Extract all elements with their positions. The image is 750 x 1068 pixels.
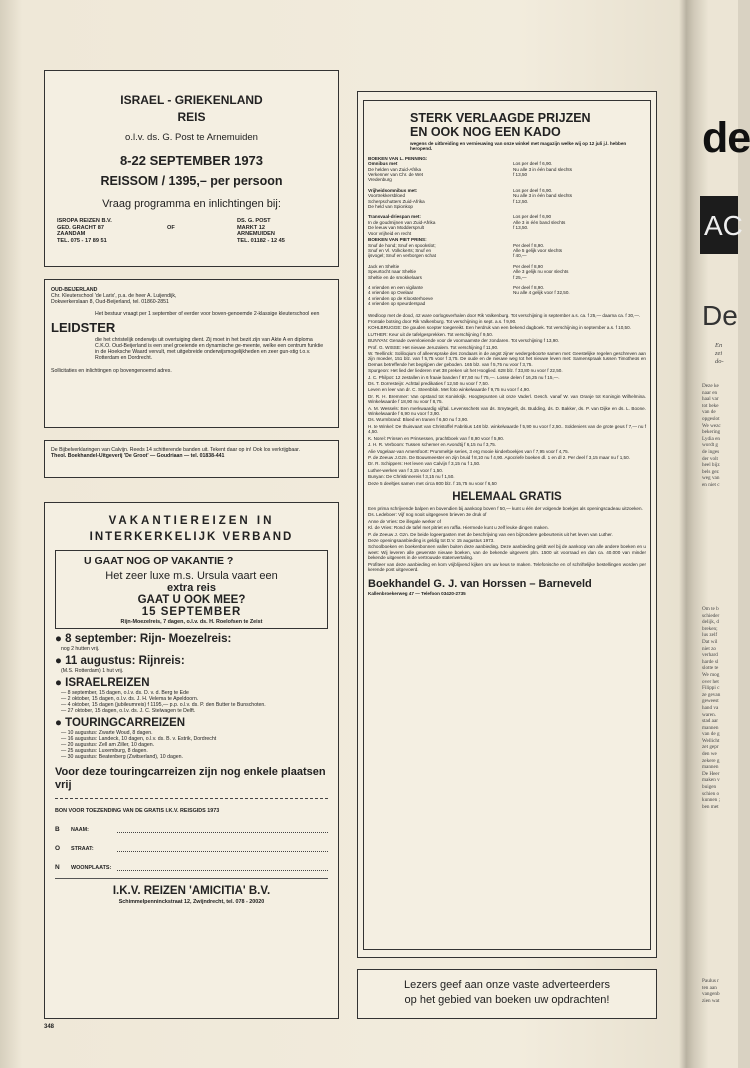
boeken-title-1: STERK VERLAAGDE PRIJZEN	[410, 111, 591, 125]
page-number: 348	[44, 1024, 55, 1030]
offer-line: Snuf de hond; Snuf en spookslot;	[368, 242, 436, 248]
body-line: niet zo	[702, 645, 716, 652]
body-line: heel bijz	[702, 462, 720, 469]
body-line: Dat wil	[702, 638, 718, 645]
offer-price: Nu alle 3 in één band slechts	[513, 166, 572, 172]
next-page-dark-box	[700, 196, 743, 254]
cut-line	[55, 798, 328, 799]
offer-price: f 13,50	[513, 172, 528, 178]
addr-line: TEL. 01182 - 12 45	[237, 237, 285, 244]
vakantie-title-2: INTERKERKELIJK VERBAND	[89, 531, 294, 543]
body-line: Wellicht	[702, 737, 720, 744]
coupon-letter: N	[55, 864, 60, 871]
israel-greece-ad	[44, 70, 339, 267]
offer-block	[368, 214, 646, 236]
offer-price: f 25,—	[513, 274, 527, 280]
next-page-headline: de	[702, 114, 750, 162]
body-line: hand va	[702, 704, 719, 711]
coupon-title: BON VOOR TOEZENDING VAN DE GRATIS I.K.V. REISGIDS 1973	[55, 808, 220, 814]
book-entry: P. de Zeeuw J.Gzn. De Bouwmeester en zijn bruid f 8,10 nu f 4,90. Apocriefe boeken dl. 1 en dl 2. Per deel f 3,15 maar nu f 1,50.	[368, 454, 630, 460]
body-line: stad aar	[702, 718, 718, 725]
body-line: naar en	[702, 389, 718, 396]
gratis-entry: Anne de Vries: De illegale werker of	[368, 518, 441, 524]
trip-item	[55, 633, 328, 652]
offer-head: BOEKEN VAN PIET PRINS:	[368, 237, 427, 243]
offer-title: Transvaal-driespan met:	[368, 214, 421, 220]
gratis-entry: Schoolboeken en boekenbonnen vallen buiten deze aanbieding. Deze aanbieding geldt wel bij de aankoop van alle andere boeken en u weet: Wij leveren alle gewenste nieuwe boeken, van de bekende uitgevers plm. 1500 uit voorraad en dan ca. 40.000 van minder bekende uitgevers in de vertrouwde statenvertaling.	[368, 544, 646, 561]
offer-line: De helden van Zuid-Afrika	[368, 166, 422, 172]
boekhandel-ad	[357, 91, 657, 958]
book-entry: J. C. Philpot: 12 zestallen in 6 fraaie banden f 87,50 nu f 75,—. Losse delen f 16,25 nu f 15,—.	[368, 374, 560, 380]
trip-item	[55, 677, 328, 714]
book-entry: Ds. T. Dorresteijn: Achttal predikaties f 12,50 nu voor f 7,50.	[368, 381, 489, 387]
trip-detail: — 10 augustus: Zwarte Woud, 8 dagen.	[61, 730, 153, 736]
body-line: van de	[702, 409, 716, 416]
body-line: bekering	[702, 429, 721, 436]
offers-list	[368, 156, 646, 307]
book-entry: Wedloop met de dood, 42 ware oorlogsverhalen door Rik Valkenburg. Tot verschijning in september a.s. ca. f 25,— daarna ca. f 30,—.	[368, 312, 641, 318]
gratis-entry: P. de Zeeuw J. Gzn. De beide logeergasten met de beschrijving van een bijzondere gebeurtenis uit het leven van Luther.	[368, 531, 613, 537]
trip-detail: — 16 augustus: Landeck, 10 dagen, o.l.v. ds. B. v. Estrik, Dordrecht	[61, 736, 217, 742]
offer-price: Per deel f 8,90.	[513, 284, 545, 290]
coupon-form	[55, 826, 328, 871]
bullet-icon: ●	[55, 717, 62, 729]
offer-price: f 12,50.	[513, 198, 529, 204]
body-line: Paulus r	[702, 978, 719, 984]
body-line: ze gevan	[702, 691, 721, 698]
trip-detail: — 25 augustus: Luxemburg, 8 dagen.	[61, 748, 148, 754]
offer-block	[368, 285, 646, 307]
book-entry: Deze 5 deeltjes samen met circa 800 blz. f 15,75 nu voor f 6,50	[368, 480, 497, 486]
israel-price: REISSOM / 1395,– per persoon	[100, 174, 283, 188]
bijbel-text: De Bijbelverklaringen van Calvijn. Reeds 14 schitterende banden uit. Tekent daar op in! Ook los verkrijgbaar.	[51, 447, 301, 453]
or-label: OF	[167, 225, 175, 231]
offer-price: Los per deel f 6,90.	[513, 187, 553, 193]
gratis-entry: Een prima schrijvende balpen en bovendien bij aankoop boven f 50,— kunt u één der volgende boekjes als openingscadeau uitzoeken.	[368, 505, 643, 511]
trip-detail: nog 2 hutten vrij.	[61, 646, 100, 652]
book-entry: Frontale botsing door Rik Valkenburg. Tot verschijning in sept. a.s. f 9,90.	[368, 318, 517, 324]
book-entry: W. Teellinck: Soliloqium of alleensprake des zondaars in de angst zijner wedergeboorte samen met: Geestelijke regelen geschreven aan zijn moeder, 151 blz. van f 5,75 voor f 3,75. De oude en de nieuwe weg tot het nieuwe leven met: Samenspraak tussen Timotheüs en Demas betreffende het begrijpen der geboden. 165 blz. van f 5,75 nu voor f 3,75.	[368, 351, 646, 367]
vakantie-full: Voor deze touringcarreizen zijn nog enkele plaatsen vrij	[55, 766, 326, 791]
offer-price: f 40,—	[513, 253, 527, 259]
offer-line: Vredenburg	[368, 177, 392, 183]
offer-line: Sheltie en de smokkelaars	[368, 274, 422, 280]
body-line: vangenb	[702, 991, 720, 998]
leidster-intro: Het bestuur vraagt per 1 september of eerder voor boven-genoemde 2-klassige kleuterschool een	[95, 311, 320, 317]
addr-line: DS. G. POST	[237, 218, 271, 224]
body-line: zekere g	[702, 757, 720, 764]
offer-block	[368, 264, 646, 280]
addr-line: TEL. 075 - 17 89 51	[57, 237, 107, 244]
trip-detail: — 4 oktober, 15 dagen (jubileumreis) f 1195,— p.p. o.l.v. ds. P. den Butter te Bunschoten.	[61, 702, 266, 708]
intro-line: do-	[715, 358, 724, 365]
vakantie-title-1: VAKANTIEREIZEN IN	[108, 515, 275, 527]
body-line: harde sl	[702, 658, 719, 665]
offer-price: Alle 3 in één band slechts	[513, 219, 566, 225]
boekhandel-inner	[363, 100, 651, 950]
book-entry: Luther-werken van f 3,15 voor f 1,50.	[368, 467, 444, 473]
offer-line: 4 vrienden op Ovelaar	[368, 290, 414, 296]
next-page-col-1	[702, 383, 738, 489]
body-line: lus zelf	[702, 632, 718, 639]
gratis-entry: Kl. de Vries: Rond de tafel met pitriet en raffia. Hiermede kunt u zelf leuke dingen maken.	[368, 525, 549, 531]
body-line: over het	[702, 678, 719, 685]
offer-line: Verkenner van Chr. de Wet	[368, 172, 424, 178]
offer-line: 4 vrienden en een vigilante	[368, 284, 423, 290]
trip-detail: — 30 augustus: Beatenberg (Zwitserland), 10 dagen.	[61, 754, 183, 760]
book-entry: KOHLBRUGGE: De gouden scepter toegereikt. Een herdruk van een bekend dagboek. Tot verschijning in september a.s. f 10,50.	[368, 325, 631, 331]
body-line: maken v	[702, 777, 720, 784]
coupon-label: WOONPLAATS:	[71, 865, 112, 871]
body-line: geweest	[702, 698, 719, 705]
offer-price: Alle 5 gelijk voor slechts	[513, 247, 563, 253]
book-entry: Alie Vogelaar-van Amersfoort: Prummeltje series, 3 erg mooie kinderboekjes van f 7,95 voor f 4,75.	[368, 448, 569, 454]
leidster-footer: Sollicitaties en inlichtingen op bovengenoemd adres.	[51, 368, 172, 374]
body-line: kunnen ;	[702, 797, 721, 804]
offer-price: Nu alle 3 in één band slechts	[513, 193, 572, 199]
offer-price: Nu alle 4 gelijk voor f 32,50.	[513, 290, 570, 296]
offer-price: Los per deel f 6,90	[513, 214, 552, 220]
trip-item	[55, 655, 328, 674]
body-line: slotte te	[702, 665, 719, 672]
body-line: en niet c	[702, 481, 720, 488]
offer-line: ijsvogel; Snuf en verborgen schat	[368, 253, 436, 259]
trip-item	[55, 717, 328, 760]
isropa-address	[57, 218, 167, 244]
offer-line: 4 vrienden op de Kloosterhoeve	[368, 295, 433, 301]
book-entry: Bunyan: De Christinnereis f 3,15 nu f 1,50.	[368, 474, 455, 480]
bijbel-ad	[44, 440, 339, 478]
book-descriptions	[368, 313, 646, 486]
coupon-row-name	[55, 826, 328, 833]
addr-line: GED. GRACHT 87	[57, 224, 104, 231]
body-line: weg van	[702, 475, 720, 482]
offer-price: Per deel f 8,90.	[513, 242, 545, 248]
bullet-icon: ●	[55, 655, 62, 667]
offer-line: De held van Spionkop	[368, 204, 413, 210]
body-line: mannen	[702, 764, 719, 771]
body-line: schieder	[702, 612, 720, 619]
amicitia-company: I.K.V. REIZEN 'AMICITIA' B.V.	[112, 885, 271, 897]
coupon-label: NAAM:	[71, 827, 89, 833]
addr-line: ISROPA REIZEN B.V.	[57, 218, 112, 224]
offer-line: Speurtocht naar Sheltie	[368, 269, 417, 275]
addr-line: MARKT 12	[237, 224, 265, 231]
gratis-entry: Profiteer van deze aanbieding en kom vrijblijvend kijken om uw keus te maken. Telefonische en of schriftelijke bestellingen worden per kerende post uitgevoerd.	[368, 561, 646, 572]
body-line: opgeslot	[702, 415, 720, 422]
street-field[interactable]	[117, 846, 328, 852]
leidster-body: die het christelijk onderwijs uit overtuiging dient. Zij moet in het bezit zijn van Akte A en diploma C.K.O. Oud-Beijerland is een snel groeiende en dynamische ge-meente, welke een centrum funktie in de Hoeksche Waard vervult, met uitgebreide onderwijsmogelijkheden en zeer gun-stig t.o.v. Rotterdam en Dordrecht.	[95, 337, 324, 361]
leidster-address: Dokwerkerslaan 8, Oud-Beijerland, tel. 01860-2851	[51, 299, 169, 305]
book-entry: BUNYAN: Genade overvloeiende voor de voornaamste der zondaren. Tot verschijning f 13,90.	[368, 338, 560, 344]
body-line: zet gepr	[702, 744, 719, 751]
amicitia-address: Schimmelpenninckstraat 12, Zwijndrecht, tel. 078 - 20020	[118, 899, 265, 905]
boeken-subtitle: wegens de uitbreiding en vernieuwing van onze winkel met magazijn welke wij op 12 juli j.l. hebben heropend.	[410, 141, 627, 152]
offer-line: Jack en Sheltie	[368, 263, 400, 269]
body-line: den we	[702, 751, 717, 758]
offer-title: Vrijheidsomnibus met:	[368, 187, 418, 193]
shop-name: Boekhandel G. J. van Horssen – Barneveld	[368, 578, 592, 591]
body-line: delijk, d	[702, 619, 720, 626]
boeken-title-2: EN OOK NOG EEN KADO	[410, 125, 561, 139]
book-entry: J. H. R. Verboom: Tussen schemer en Avondtij f 6,15 nu f 3,75.	[368, 442, 497, 448]
trip-head: 8 september: Rijn- Moezelreis:	[65, 633, 232, 645]
ursula-line-2: extra reis	[167, 582, 216, 594]
body-line: waren.	[702, 711, 716, 718]
offer-line: Voortrekkersbloed	[368, 193, 406, 199]
ursula-line-1: Het zeer luxe m.s. Ursula vaart een	[105, 570, 278, 582]
coupon-label: STRAAT:	[71, 846, 94, 852]
body-line: haal var	[702, 396, 719, 403]
trip-list	[55, 633, 328, 760]
bijbel-publisher: Theol. Boekhandel-Uitgeverij 'De Groot' — Goudriaan — tel. 01838-441	[51, 453, 225, 459]
offer-price: f 13,50.	[513, 225, 529, 231]
israel-request: Vraag programma en inlichtingen bij:	[102, 198, 281, 210]
bullet-icon: ●	[55, 677, 62, 689]
offer-line: Snuf en Vl. Volkckerts; Snuf en	[368, 247, 432, 253]
trip-head: ISRAELREIZEN	[65, 677, 150, 689]
shop-address: Kallenbroekerweg 47 — Telefoon 03420-2735	[368, 591, 466, 597]
offer-block	[368, 237, 646, 259]
book-entry: Prof. G. WISSE: Het nieuwe Jeruzalem. Tot verschijning f 11,90.	[368, 344, 499, 350]
ursula-line-3: GAAT U OOK MEE?	[137, 594, 246, 606]
body-line: De Heer	[702, 770, 720, 777]
trip-detail: — 27 oktober, 15 dagen, o.l.v. ds. J. C. Stelwagen te Delft.	[61, 708, 196, 714]
body-line: tot beke	[702, 402, 719, 409]
coupon-letter: O	[55, 845, 61, 852]
body-line: Om te b	[702, 606, 719, 612]
trip-head: 11 augustus: Rijnreis:	[65, 655, 185, 667]
gratis-entry: Deze openingsaanbieding is geldig tot D.V. 15 augustus 1973.	[368, 537, 495, 543]
body-line: Filippi c	[702, 685, 720, 692]
next-page-col-2	[702, 606, 738, 810]
offer-line: Voor vrijheid en recht	[368, 230, 412, 236]
offer-price: Alle 3 gelijk nu voor slechts	[513, 269, 569, 275]
body-line: Deze ke	[702, 383, 719, 389]
book-entry: Leven en leer van dr. C. Steenblok. Met foto winkelwaarde f 9,75 nu voor f 4,90.	[368, 387, 531, 393]
addr-line: ARNEMUIDEN	[237, 231, 275, 238]
body-line: mannen	[702, 724, 719, 731]
offer-line: 4 vrienden op speurderspad	[368, 301, 426, 307]
ursula-line-4: 15 SEPTEMBER	[141, 606, 242, 618]
gratis-body	[368, 506, 646, 572]
leidster-school: Chr. Kleuterschool 'de Larix', p.a. de heer A. Luijendijk,	[51, 293, 177, 299]
book-entry: Spurgeon: Het lied der liederen met 38 preken uit het Hooglied. 628 blz. f 33,80 nu voor f 22,50.	[368, 368, 563, 374]
body-line: We mog	[702, 671, 720, 678]
israel-subtitle: REIS	[177, 110, 206, 124]
body-line: de inges	[702, 448, 720, 455]
body-line: van de g	[702, 731, 720, 738]
lezers-line-1: Lezers geef aan onze vaste adverteerders	[403, 979, 611, 991]
intro-line: zei	[715, 350, 723, 357]
body-line: breken;	[702, 625, 718, 632]
offer-price: Los per deel f 6,90.	[513, 161, 553, 167]
offer-line: In de goudmijnen van Zuid-Afrika	[368, 219, 436, 225]
coupon-row-city	[55, 864, 328, 871]
book-entry: LUTHER: Keur uit de tafelgesprekken. Tot verschijning f 9,50.	[368, 331, 494, 337]
ursula-box	[55, 550, 328, 629]
body-line: ten aan	[702, 984, 717, 991]
lezers-line-2: op het gebied van boeken uw opdrachten!	[404, 994, 610, 1006]
book-entry: H. te Winkel: De thuisvaart van Christoffel Fabritius 148 blz. winkelwaarde f 5,90 nu voor f 2,50.. Soldeniers van de grote geus f 7,— nu f 4,50.	[368, 423, 646, 435]
leidster-region: OUD-BEIJERLAND	[51, 287, 98, 293]
book-entry: Dr. R. H. Bremmer: Van opstand tot Koninkrijk. Hoogtepunten uit onze Vaderl. Gesch. vanaf W. van Oranje tot Koningin Wilhelmina. Winkelwaarde f 18,90 nu voor f 8,75.	[368, 393, 646, 405]
offer-title: Omnibus met	[368, 161, 398, 167]
book-entry: A. M. Wessels: Een merkwaardig vijftal. Levensschets van ds. Smytegelt, ds. Budding, ds. D. Bakker, ds. P. van Dijke en ds. L. Boone. Winkelwaarde f 6,90 nu voor f 3,90.	[368, 405, 646, 417]
gratis-entry: Ds. Ledeboer: Vijf nog nooit uitgegeven brieven 3e druk of	[368, 512, 487, 518]
israel-dates: 8-22 SEPTEMBER 1973	[119, 153, 264, 168]
next-page-col-3	[702, 978, 738, 1004]
offer-price: Per deel f 8,90	[513, 263, 543, 269]
trip-detail: — 8 september, 15 dagen, o.l.v. ds. D. v. d. Berg te Ede	[61, 690, 189, 696]
body-line: Lydia en	[702, 435, 721, 442]
vakantie-ad	[44, 502, 339, 1019]
offer-block	[368, 188, 646, 210]
offer-head: BOEKEN VAN L. PENNING:	[368, 155, 428, 161]
book-entry: Dr. R. Schippers: Het leven van Calvijn f 3,15 nu f 1,50.	[368, 461, 481, 467]
book-entry: Ds. Wurmbrand: Bloed en tranen f 6,50 nu f 3,90.	[368, 417, 469, 423]
city-field[interactable]	[117, 865, 328, 871]
body-line: wordt g	[702, 442, 718, 449]
book-entry: K. Norel: Prinsen en Prinsessen, prachtboek van f 8,90 voor f 5,90.	[368, 435, 505, 441]
ursula-line-5: Rijn-Moezelreis, 7 dagen, o.l.v. ds. H. Roelofsen te Zeist	[120, 619, 263, 625]
trip-detail: — 20 augustus: Zell am Ziller, 10 dagen.	[61, 742, 155, 748]
body-line: ben met	[702, 803, 719, 810]
coupon-letter: B	[55, 826, 60, 833]
trip-detail: — 2 oktober, 15 dagen, o.l.v. ds. J. H. Velema te Apeldoorn.	[61, 696, 199, 702]
vakantie-banner: U GAAT NOG OP VAKANTIE ?	[80, 555, 237, 567]
body-line: zien wat	[702, 997, 720, 1004]
leidster-ad	[44, 279, 339, 428]
offer-block	[368, 156, 646, 183]
name-field[interactable]	[117, 827, 328, 833]
next-page-heading: De	[702, 300, 738, 331]
body-line: verhard	[702, 652, 718, 659]
leidster-heading: LEIDSTER	[51, 320, 116, 335]
gratis-title: HELEMAAL GRATIS	[452, 490, 562, 503]
body-line: bels gez	[702, 468, 719, 475]
body-line: schien o	[702, 790, 720, 797]
dark-box-text: AC	[704, 210, 743, 241]
addr-line: ZAANDAM	[57, 231, 86, 238]
body-line: buigen	[702, 784, 717, 791]
bullet-icon: ●	[55, 633, 62, 645]
israel-leader: o.l.v. ds. G. Post te Arnemuiden	[125, 132, 258, 143]
offer-line: Scherpschutters Zuid-Afrika	[368, 198, 425, 204]
body-line: der volt	[702, 455, 718, 462]
next-page-intro	[715, 342, 724, 366]
offer-line: De leeuw van Moddersprult	[368, 225, 424, 231]
lezers-ad	[357, 969, 657, 1019]
post-address	[237, 218, 285, 244]
coupon-row-street	[55, 845, 328, 852]
israel-title: ISRAEL - GRIEKENLAND	[120, 93, 263, 107]
trip-head: TOURINGCARREIZEN	[65, 717, 186, 729]
trip-detail: (M.S. Rotterdam) 1 hut vrij.	[61, 668, 124, 674]
body-line: We wezc	[702, 422, 721, 429]
intro-line: En	[715, 342, 723, 349]
